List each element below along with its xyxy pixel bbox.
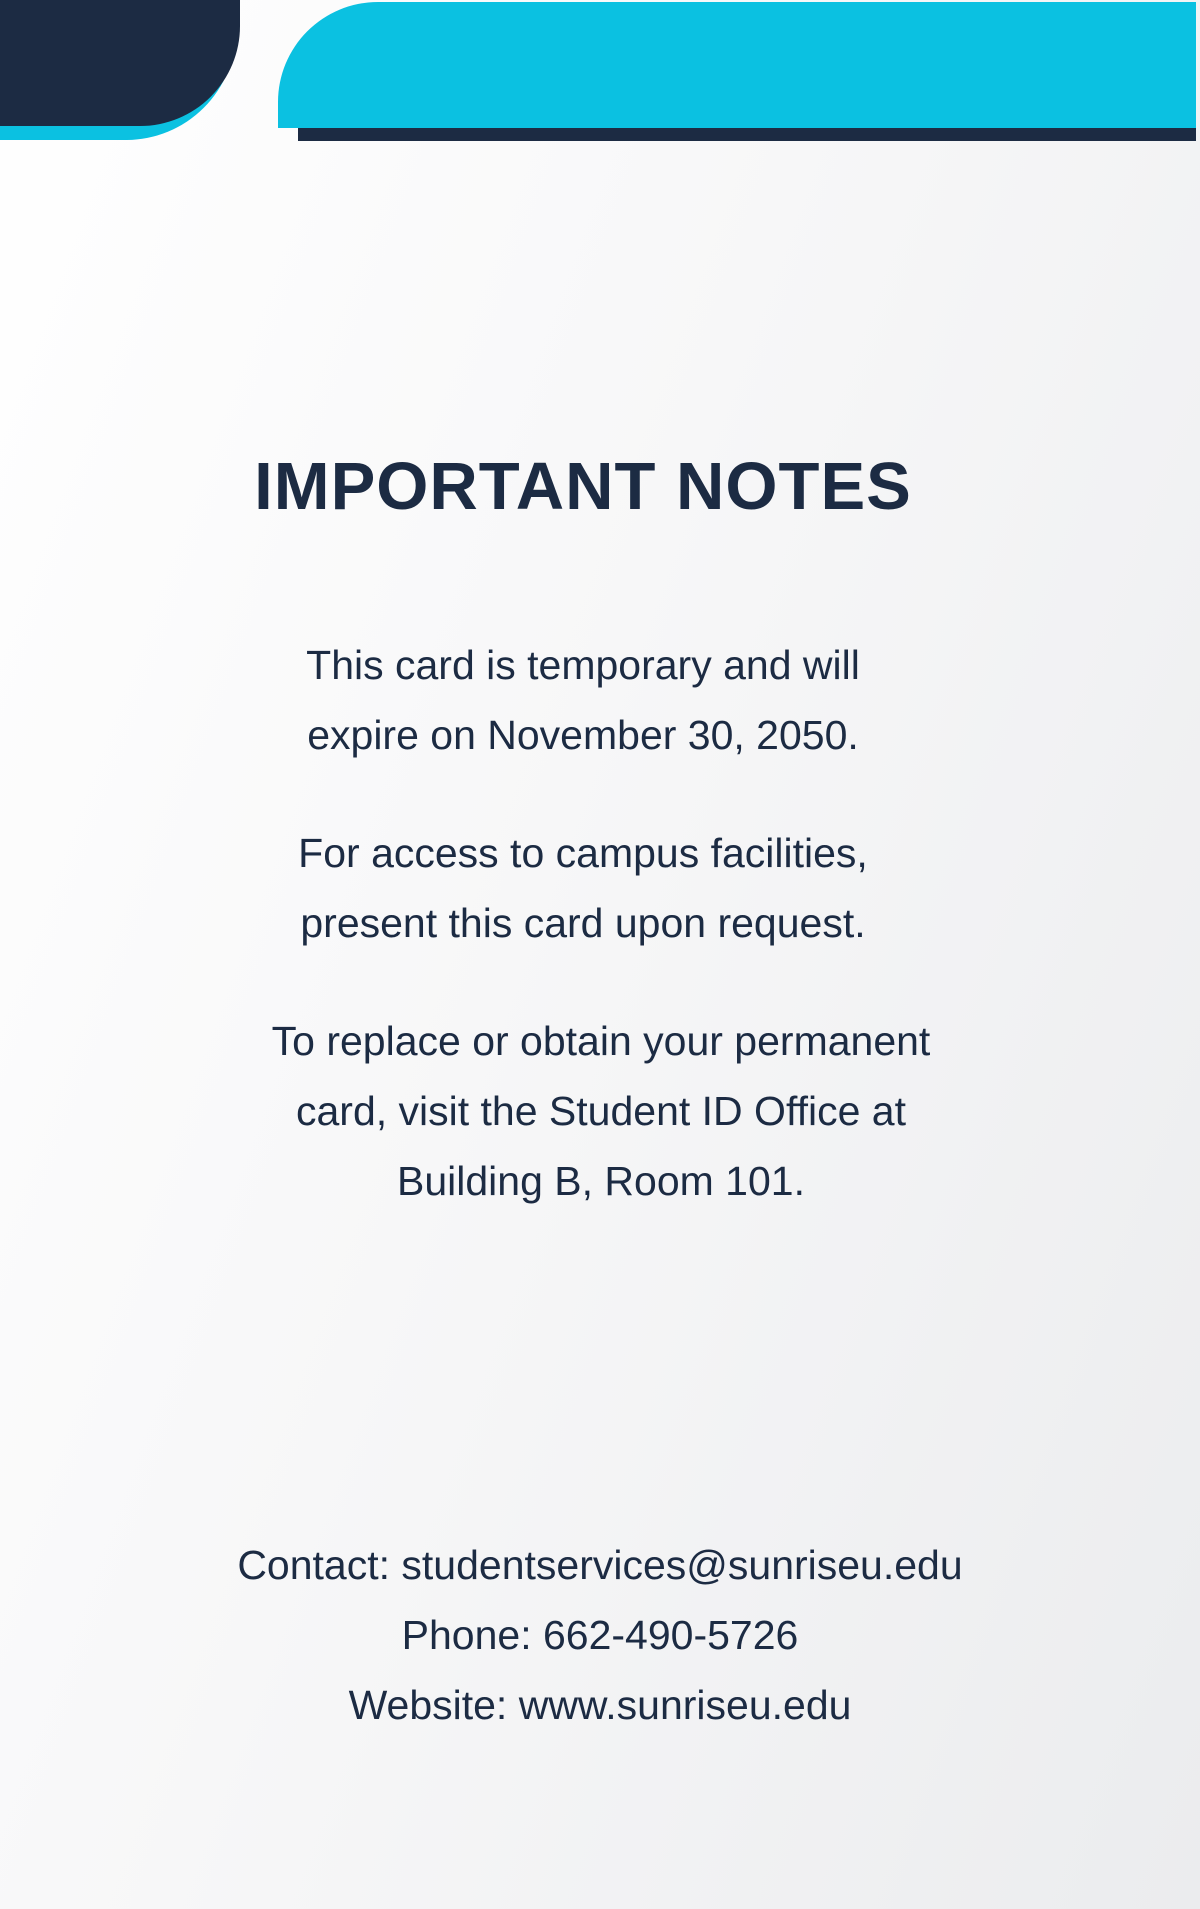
contact-phone: Phone: 662-490-5726 — [401, 1612, 799, 1658]
contact-website: Website: www.sunriseu.edu — [348, 1682, 852, 1728]
contact-section — [0, 1530, 1200, 1740]
note-access: For access to campus facilities, present this card upon request. — [298, 830, 868, 946]
contact-email: Contact: studentservices@sunriseu.edu — [237, 1542, 963, 1588]
note-expiry: This card is temporary and will expire on November 30, 2050. — [306, 642, 860, 758]
top-banner — [278, 2, 1196, 128]
page-title: IMPORTANT NOTES — [254, 449, 912, 524]
notes-section — [0, 630, 1200, 1216]
note-replacement: To replace or obtain your permanent card, visit the Student ID Office at Building B, Room 101. — [271, 1018, 931, 1204]
